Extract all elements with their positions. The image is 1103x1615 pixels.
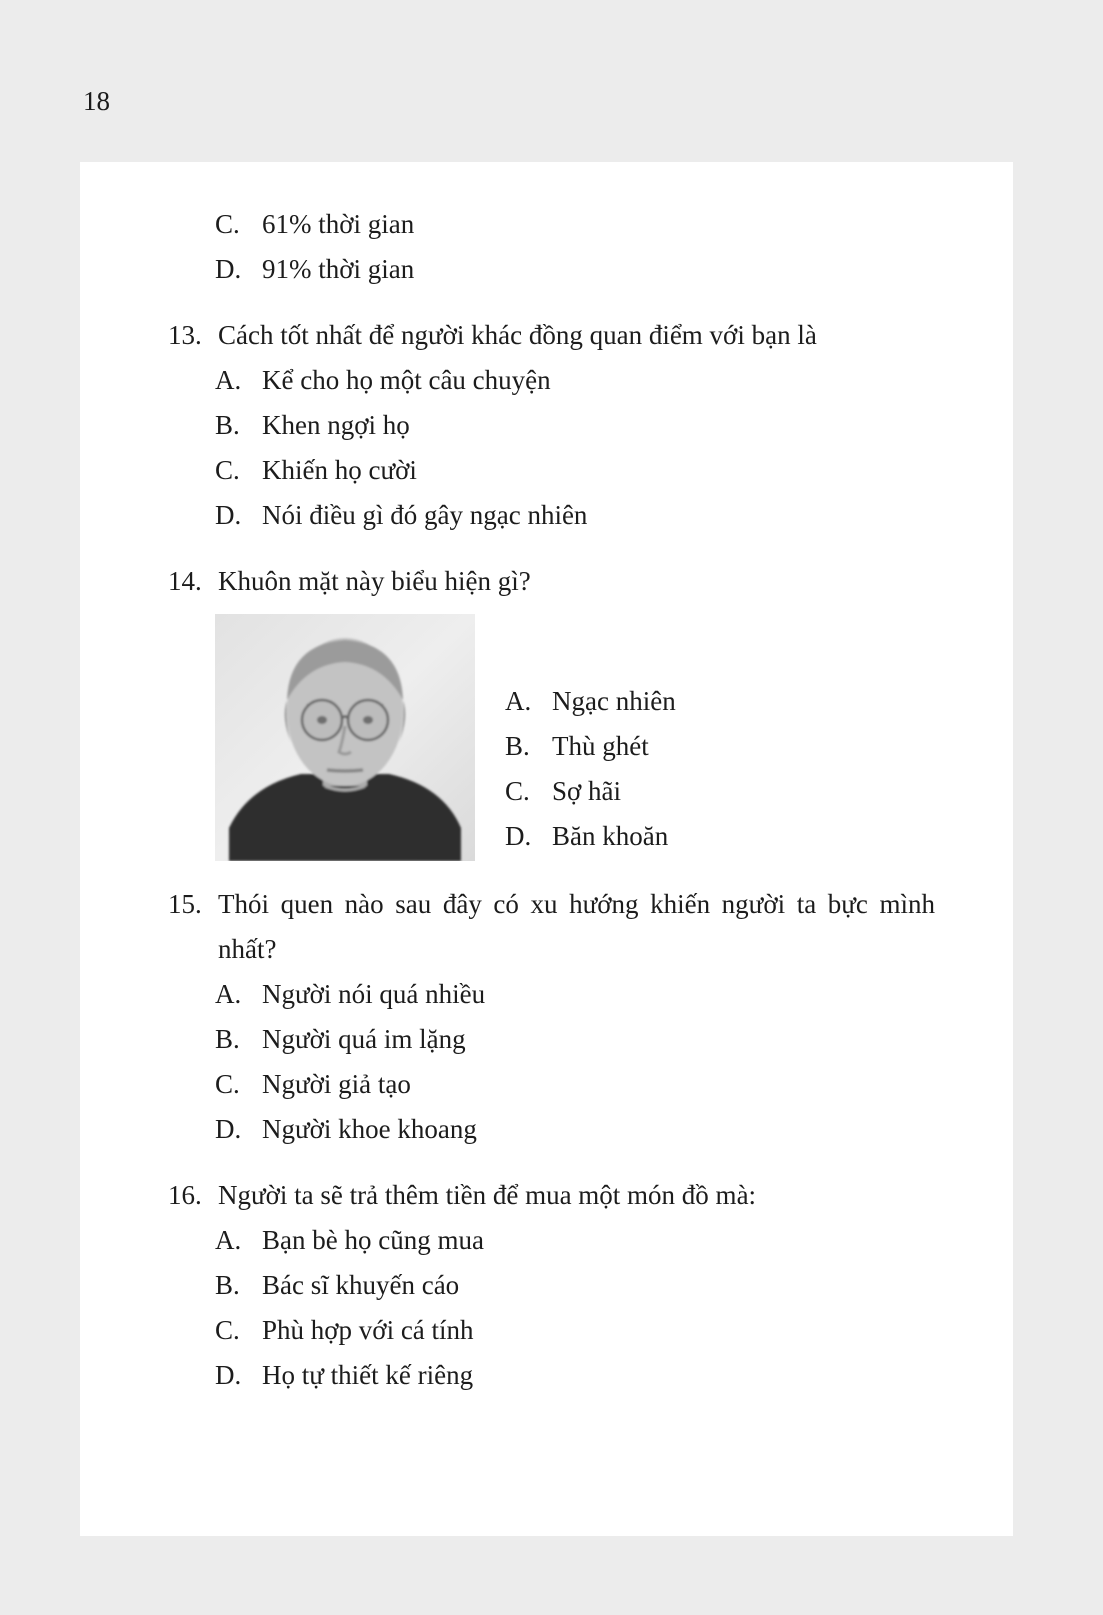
question-number: 13. xyxy=(168,320,202,350)
question-number: 16. xyxy=(168,1180,202,1210)
option-text: Khiến họ cười xyxy=(262,455,417,485)
option-text: Bạn bè họ cũng mua xyxy=(262,1225,484,1255)
option-letter: C. xyxy=(215,1315,240,1345)
question-14-options xyxy=(505,679,925,861)
question-14-body xyxy=(215,614,1013,861)
question-14 xyxy=(80,559,1013,861)
option-letter: A. xyxy=(215,365,242,395)
question-row xyxy=(168,313,935,358)
option-text: Người nói quá nhiều xyxy=(262,979,486,1009)
option-letter: B. xyxy=(215,1024,240,1054)
option-text: Phù hợp với cá tính xyxy=(262,1315,474,1345)
option-letter: C. xyxy=(505,776,530,806)
question-number: 14. xyxy=(168,566,202,596)
option-row xyxy=(505,679,925,724)
option-text: Ngạc nhiên xyxy=(552,686,676,716)
question-16 xyxy=(80,1173,1013,1398)
option-row xyxy=(215,202,953,247)
option-row xyxy=(505,814,925,859)
option-text: Sợ hãi xyxy=(552,776,622,806)
option-letter: D. xyxy=(215,254,242,284)
option-text: Người giả tạo xyxy=(262,1069,411,1099)
option-letter: C. xyxy=(215,209,240,239)
option-letter: B. xyxy=(215,410,240,440)
option-row xyxy=(215,1017,953,1062)
question-row xyxy=(168,1173,935,1218)
option-letter: D. xyxy=(215,1360,242,1390)
option-text: Kể cho họ một câu chuyện xyxy=(262,365,551,395)
question-15 xyxy=(80,882,1013,1152)
option-row xyxy=(215,1218,953,1263)
option-row xyxy=(215,403,953,448)
option-text: Thù ghét xyxy=(552,731,649,761)
option-text: 61% thời gian xyxy=(262,209,415,239)
option-row xyxy=(215,1062,953,1107)
question-row xyxy=(168,559,935,604)
option-row xyxy=(215,448,953,493)
option-row xyxy=(215,972,953,1017)
option-row xyxy=(215,1308,953,1353)
option-row xyxy=(215,1353,953,1398)
option-letter: C. xyxy=(215,1069,240,1099)
option-letter: D. xyxy=(215,500,242,530)
question-13 xyxy=(80,313,1013,538)
book-page xyxy=(80,162,1013,1536)
option-row xyxy=(215,358,953,403)
option-text: Khen ngợi họ xyxy=(262,410,410,440)
option-text: Người quá im lặng xyxy=(262,1024,466,1054)
question-text: Thói quen nào sau đây có xu hướng khiến người ta bực mình nhất? xyxy=(218,889,935,964)
option-text: Bác sĩ khuyến cáo xyxy=(262,1270,460,1300)
option-letter: A. xyxy=(215,1225,242,1255)
option-row xyxy=(505,724,925,769)
face-photo-image xyxy=(215,614,475,861)
question-text: Người ta sẽ trả thêm tiền để mua một món đồ mà: xyxy=(218,1180,757,1210)
option-letter: B. xyxy=(505,731,530,761)
option-text: Người khoe khoang xyxy=(262,1114,477,1144)
option-letter: D. xyxy=(505,821,532,851)
option-letter: B. xyxy=(215,1270,240,1300)
option-letter: A. xyxy=(215,979,242,1009)
question-row xyxy=(168,882,935,972)
option-row xyxy=(505,769,925,814)
option-text: Họ tự thiết kế riêng xyxy=(262,1360,474,1390)
question-number: 15. xyxy=(168,889,202,919)
option-text: Nói điều gì đó gây ngạc nhiên xyxy=(262,500,588,530)
option-row xyxy=(215,1263,953,1308)
option-letter: C. xyxy=(215,455,240,485)
page-number: 18 xyxy=(83,86,110,116)
question-text: Cách tốt nhất để người khác đồng quan điểm với bạn là xyxy=(218,320,817,350)
option-letter: A. xyxy=(505,686,532,716)
page-content xyxy=(80,202,1013,1398)
option-row xyxy=(215,1107,953,1152)
option-letter: D. xyxy=(215,1114,242,1144)
option-row xyxy=(215,493,953,538)
option-text: Băn khoăn xyxy=(552,821,669,851)
option-text: 91% thời gian xyxy=(262,254,415,284)
option-row xyxy=(215,247,953,292)
face-photo xyxy=(215,614,475,861)
question-text: Khuôn mặt này biểu hiện gì? xyxy=(218,566,531,596)
